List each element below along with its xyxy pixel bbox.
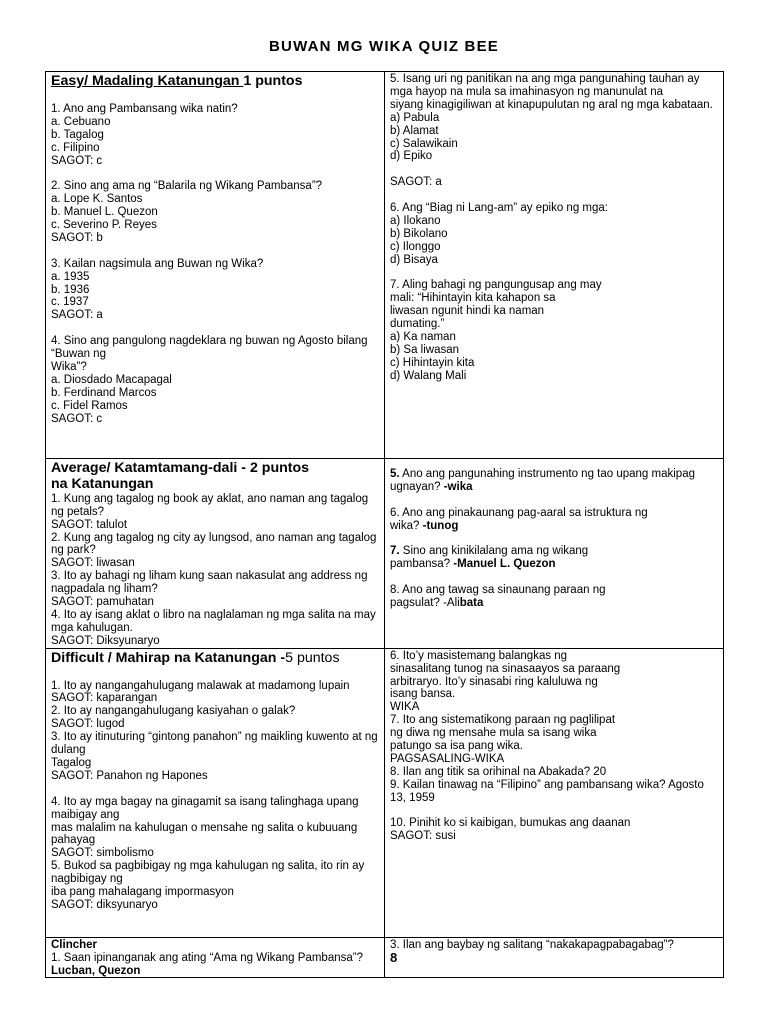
average-answer-7: -Manuel L. Quezon xyxy=(453,558,556,571)
average-answer-8: bata xyxy=(459,597,484,610)
clincher-question-1: 1. Saan ipinanganak ang ating “Ama ng Wikang Pambansa”? xyxy=(51,951,363,964)
easy-left-cell xyxy=(46,72,385,459)
text-line: a. Diosdado Macapagal xyxy=(51,373,172,386)
text-line: b. Tagalog xyxy=(51,128,104,141)
text-line: a. Lope K. Santos xyxy=(51,193,143,206)
page-title: BUWAN MG WIKA QUIZ BEE xyxy=(269,38,499,55)
text-line: patungo sa isa pang wika. xyxy=(390,740,523,753)
text-line: 3. Ito ay bahagi ng liham kung saan nakasulat ang address ng xyxy=(51,570,368,583)
text-line: 4. Sino ang pangulong nagdeklara ng buwan ng Agosto bilang xyxy=(51,335,368,348)
text-line: WIKA xyxy=(390,701,420,714)
text-line: SAGOT: b xyxy=(51,231,103,244)
text-line: c) Salawikain xyxy=(390,137,458,150)
difficult-left-cell xyxy=(46,648,385,937)
average-right-cell: 5. Ano ang pangunahing instrumento ng tao upang makipag ugnayan? -wika 6. Ano ang pinakaunang pag-aaral sa istruktura ng wika? -tunog 7. Sino ang kinikilalang ama ng wikang pambansa? -Manuel L. Quezon 8. Ano ang tawag sa sinaunang paraan ng pagsulat? -Alibata xyxy=(385,459,724,649)
text-line: nagbibigay ng xyxy=(51,873,123,886)
easy-row xyxy=(46,72,724,459)
text-line: SAGOT: Panahon ng Hapones xyxy=(51,769,208,782)
average-question-8: 8. Ano ang tawag sa sinaunang paraan ng xyxy=(390,584,606,597)
text-line: 6. Ang “Biag ni Lang-am” ay epiko ng mga: xyxy=(390,202,608,215)
text-line: c. 1937 xyxy=(51,296,89,309)
text-line: 1. Kung ang tagalog ng book ay aklat, ano naman ang tagalog xyxy=(51,492,369,505)
text-line: b) Bikolano xyxy=(390,227,448,240)
difficult-questions-4-5 xyxy=(51,796,379,912)
clincher-answer-3: 8 xyxy=(390,949,398,965)
text-line: 7. Ito ang sistematikong paraan ng paglilipat xyxy=(390,714,616,727)
average-question-7: 7. Sino ang kinikilalang ama ng wikang xyxy=(390,545,589,558)
text-line: SAGOT: kaparangan xyxy=(51,692,158,705)
text-line: ng park? xyxy=(51,544,96,557)
text-line: a. Cebuano xyxy=(51,115,111,128)
text-line: liwasan ngunit hindi ka naman xyxy=(390,305,545,318)
clincher-row xyxy=(46,937,724,978)
text-line: 9. Kailan tinawag na “Filipino” ang pambansang wika? Agosto xyxy=(390,778,704,791)
difficult-heading: Difficult / Mahirap na Katanungan -5 puntos xyxy=(51,649,340,666)
easy-question-1 xyxy=(51,103,379,168)
text-line: c) Hihintayin kita xyxy=(390,356,475,369)
average-answer-6: -tunog xyxy=(422,519,459,532)
easy-question-3 xyxy=(51,258,379,323)
text-line: mas malalim na kahulugan o mensahe ng salita o kubuuang xyxy=(51,821,358,834)
clincher-left-cell xyxy=(46,937,385,978)
text-line: SAGOT: lugod xyxy=(51,718,125,731)
text-line: Tagalog xyxy=(51,757,92,770)
average-question-5: 5. Ano ang pangunahing instrumento ng tao upang makipag xyxy=(390,468,695,480)
easy-question-5 xyxy=(390,73,718,163)
text-line: mga hayop na mula sa imahinasyon ng manunulat na xyxy=(390,85,663,98)
text-line: SAGOT: pamuhatan xyxy=(51,596,154,609)
difficult-questions-6-9 xyxy=(390,650,718,805)
text-line: siyang kinagigiliwan at kinapupulutan ng aral ng mga kabataan. xyxy=(390,98,713,111)
text-line: 3. Kailan nagsimula ang Buwan ng Wika? xyxy=(51,257,264,270)
difficult-row xyxy=(46,648,724,937)
average-answer-5: -wika xyxy=(443,480,473,493)
text-line: SAGOT: Diksyunaryo xyxy=(51,634,160,647)
text-line: d) Epiko xyxy=(390,150,433,163)
text-line: a. 1935 xyxy=(51,270,90,283)
text-line: 4. Ito ay isang aklat o libro na naglalaman ng mga salita na may xyxy=(51,608,376,621)
text-line: nagpadala ng liham? xyxy=(51,583,158,596)
text-line: mali: “Hihintayin kita kahapon sa xyxy=(390,292,556,305)
text-line: b) Sa liwasan xyxy=(390,343,460,356)
text-line: dumating.” xyxy=(390,318,445,331)
average-heading: Average/ Katamtamang-dali - 2 puntos na Katanungan xyxy=(51,460,310,493)
text-line: b. Manuel L. Quezon xyxy=(51,206,158,219)
text-line: c) Ilonggo xyxy=(390,240,441,253)
text-line: 3. Ito ay itinuturing “gintong panahon” ng maikling kuwento at ng xyxy=(51,731,378,744)
text-line: 8. Ilan ang titik sa orihinal na Abakada? 20 xyxy=(390,765,607,778)
easy-question-7 xyxy=(390,279,718,382)
text-line: 4. Ito ay mga bagay na ginagamit sa isang talinghaga upang xyxy=(51,795,359,808)
text-line: d) Bisaya xyxy=(390,253,438,266)
average-left-questions xyxy=(51,493,379,648)
easy-question-6 xyxy=(390,202,718,267)
text-line: 2. Ito ay nangangahulugang kasiyahan o galak? xyxy=(51,705,296,718)
clincher-heading: Clincher xyxy=(51,938,98,951)
text-line: sinasalitang tunog na sinasaayos sa paraang xyxy=(390,662,621,675)
text-line: a) Ka naman xyxy=(390,331,456,344)
clincher-question-3: 3. Ilan ang baybay ng salitang “nakakapagpabagabag”? xyxy=(390,938,674,951)
text-line: Wika”? xyxy=(51,360,87,373)
text-line: a) Pabula xyxy=(390,111,440,124)
text-line: “Buwan ng xyxy=(51,348,106,361)
text-line: b) Alamat xyxy=(390,124,439,137)
text-line: 10. Pinihit ko si kaibigan, bumukas ang daanan xyxy=(390,817,631,830)
average-question-6: 6. Ano ang pinakaunang pag-aaral sa istruktura ng xyxy=(390,506,648,519)
text-line: 6. Ito’y masistemang balangkas ng xyxy=(390,649,568,662)
text-line: 5. Isang uri ng panitikan na ang mga pangunahing tauhan ay xyxy=(390,73,700,85)
text-line: SAGOT: a xyxy=(51,309,103,322)
text-line: c. Filipino xyxy=(51,141,100,154)
text-line: 1. Ano ang Pambansang wika natin? xyxy=(51,102,238,115)
text-line: iba pang mahalagang impormasyon xyxy=(51,886,234,899)
text-line: SAGOT: simbolismo xyxy=(51,847,154,860)
text-line: arbitraryo. Ito’y sinasabi ring kaluluwa ng xyxy=(390,675,598,688)
text-line: c. Severino P. Reyes xyxy=(51,219,157,232)
text-line: SAGOT: talulot xyxy=(51,518,128,531)
text-line: ng petals? xyxy=(51,505,105,518)
difficult-question-10 xyxy=(390,817,718,843)
text-line: pahayag xyxy=(51,834,96,847)
clincher-right-cell xyxy=(385,937,724,978)
text-line: ng diwa ng mensahe mula sa isang wika xyxy=(390,727,597,740)
text-line: SAGOT: diksyunaryo xyxy=(51,898,158,911)
text-line: maibigay ang xyxy=(51,808,120,821)
text-line: 7. Aling bahagi ng pangungusap ang may xyxy=(390,279,602,292)
difficult-right-cell xyxy=(385,648,724,937)
text-line: b. Ferdinand Marcos xyxy=(51,386,157,399)
easy-question-2 xyxy=(51,180,379,245)
text-line: 2. Kung ang tagalog ng city ay lungsod, ano naman ang tagalog xyxy=(51,531,377,544)
average-row xyxy=(46,459,724,649)
text-line: PAGSASALING-WIKA xyxy=(390,752,505,765)
text-line: SAGOT: c xyxy=(51,412,103,425)
quiz-table xyxy=(45,71,724,978)
text-line: a) Ilokano xyxy=(390,214,441,227)
easy-right-cell xyxy=(385,72,724,459)
text-line: SAGOT: c xyxy=(51,154,103,167)
text-line: 2. Sino ang ama ng “Balarila ng Wikang Pambansa”? xyxy=(51,180,323,193)
text-line: dulang xyxy=(51,744,86,757)
text-line: SAGOT: liwasan xyxy=(51,557,135,570)
text-line: b. 1936 xyxy=(51,283,90,296)
text-line: c. Fidel Ramos xyxy=(51,399,128,412)
clincher-answer-1: Lucban, Quezon xyxy=(51,964,141,977)
text-line: SAGOT: susi xyxy=(390,830,456,843)
difficult-questions-1-3 xyxy=(51,680,379,783)
easy-question-4 xyxy=(51,335,379,425)
text-line: d) Walang Mali xyxy=(390,369,467,382)
easy-heading: Easy/ Madaling Katanungan 1 puntos xyxy=(51,73,303,89)
average-left-cell xyxy=(46,459,385,649)
text-line: isang bansa. xyxy=(390,688,456,701)
text-line: 1. Ito ay nangangahulugang malawak at madamong lupain xyxy=(51,679,350,692)
text-line: 13, 1959 xyxy=(390,791,435,804)
easy-question-5-answer: SAGOT: a xyxy=(390,176,442,189)
text-line: mga kahulugan. xyxy=(51,621,133,634)
text-line: 5. Bukod sa pagbibigay ng mga kahulugan ng salita, ito rin ay xyxy=(51,860,365,873)
